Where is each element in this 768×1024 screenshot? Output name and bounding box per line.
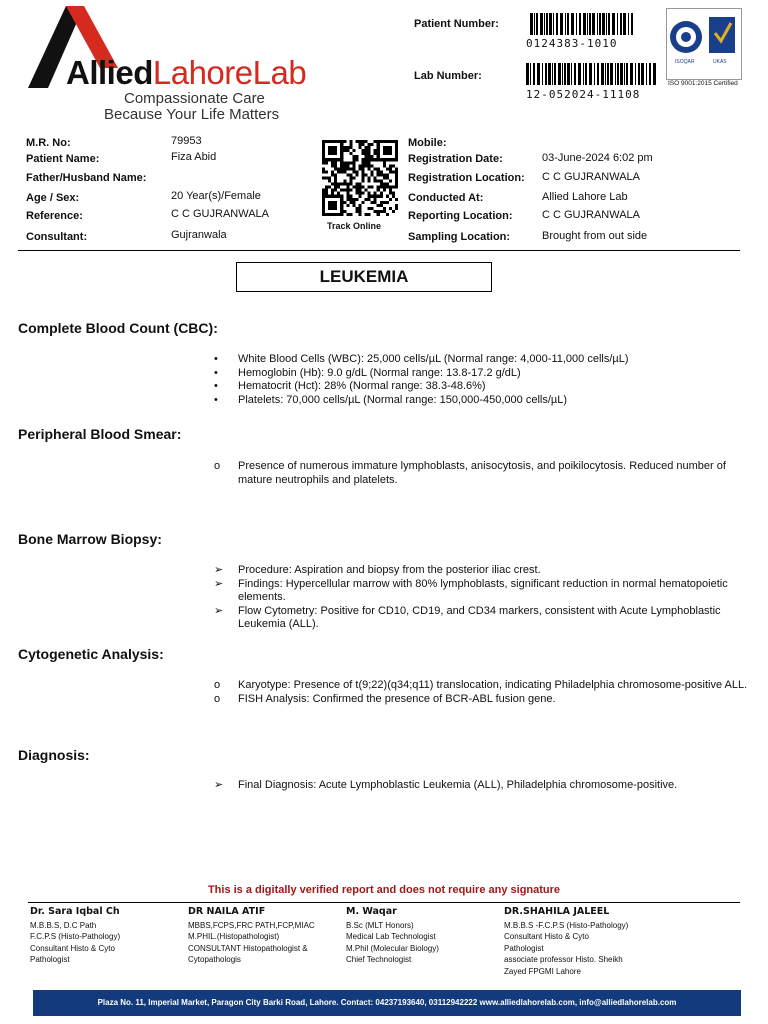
list-item-text: Karyotype: Presence of t(9;22)(q34;q11) translocation, indicating Philadelphia chromosome-positive ALL. (238, 679, 748, 691)
doctor-qualification: associate professor Histo. Sheikh (504, 955, 623, 964)
doctor-name: Dr. Sara Iqbal Ch (30, 906, 120, 917)
bullet-icon: o (214, 679, 221, 691)
patient-field-value: 20 Year(s)/Female (171, 190, 261, 202)
list-item-text: Findings: Hypercellular marrow with 80% lymphoblasts, significant reduction in normal hematopoietic elements. (238, 577, 728, 603)
patient-field-label: Father/Husband Name: (26, 172, 147, 184)
patient-field-value: C C GUJRANWALA (542, 209, 640, 221)
doctor-qualification: M.B.B.S -F.C.P.S (Histo-Pathology) (504, 920, 629, 930)
patient-field-label: Registration Date: (408, 153, 503, 165)
list-item (214, 693, 754, 707)
doctor-qualification: Medical Lab Technologist (346, 932, 436, 941)
doctor-qualification: M.B.B.S, D.C Path (30, 920, 97, 930)
iso-caption: ISO 9001:2015 Certified (668, 80, 738, 87)
patient-number-label: Patient Number: (414, 18, 499, 30)
brand-name: AlliedLahoreLab (66, 54, 307, 91)
certification-logos (666, 8, 742, 80)
list-item-text: Hemoglobin (Hb): 9.0 g/dL (Normal range: 13.8-17.2 g/dL) (238, 366, 521, 379)
patient-field-label: M.R. No: (26, 137, 71, 149)
patient-field-label: Age / Sex: (26, 192, 80, 204)
patient-number: 0124383-1010 (526, 37, 618, 50)
list-item (214, 578, 754, 605)
bullet-icon: o (214, 460, 221, 472)
footer-contact: Plaza No. 11, Imperial Market, Paragon City Barki Road, Lahore. Contact: 04237193640, 03112942222 www.alliedlahorelab.com, info@alliedlahorelab.com (33, 990, 741, 1016)
doctor-qualification: M.PHIL.(Histopathologist) (188, 932, 280, 941)
doctor-qualification: MBBS,FCPS,FRC PATH,FCP,MIAC (188, 920, 315, 930)
marrow-heading: Bone Marrow Biopsy: (18, 531, 162, 547)
cbc-heading: Complete Blood Count (CBC): (18, 320, 218, 336)
list-item (214, 460, 754, 487)
doctor-name: M. Waqar (346, 906, 397, 917)
cyto-heading: Cytogenetic Analysis: (18, 646, 164, 662)
doctor-qualification: Consultant Histo & Cyto (504, 932, 589, 941)
patient-field-value: Fiza Abid (171, 151, 217, 163)
list-item (214, 353, 754, 367)
doctor-qualification: Consultant Histo & Cyto (30, 943, 115, 953)
list-item-text: Procedure: Aspiration and biopsy from the posterior iliac crest. (238, 564, 541, 576)
smear-heading: Peripheral Blood Smear: (18, 426, 182, 442)
bullet-icon: o (214, 692, 221, 705)
doctor-qualification: Chief Technologist (346, 955, 412, 964)
list-item-text: Presence of numerous immature lymphoblasts, anisocytosis, and poikilocytosis. Reduced number of mature neutrophils and platelets. (238, 460, 726, 486)
doctor-qualification: B.Sc (MLT Honors) (346, 920, 414, 930)
lab-number-barcode (526, 63, 658, 85)
list-item-text: Hematocrit (Hct): 28% (Normal range: 38.3-48.6%) (238, 380, 486, 392)
list-item (214, 679, 754, 693)
list-item (214, 564, 754, 578)
lab-number-label: Lab Number: (414, 70, 482, 82)
doctor-qualification: CONSULTANT Histopathologist & (188, 943, 308, 953)
cyto-list (214, 679, 754, 706)
ukas-logo-text: UKAS (713, 59, 727, 65)
track-online-label: Track Online (327, 221, 382, 231)
verified-note: This is a digitally verified report and does not require any signature (207, 884, 561, 896)
diagnosis-heading: Diagnosis: (18, 747, 90, 763)
list-item-text: Flow Cytometry: Positive for CD10, CD19, and CD34 markers, consistent with Acute Lymphoblastic Leukemia (ALL). (238, 604, 721, 630)
brand-tagline-1: Compassionate Care (124, 90, 265, 107)
bullet-icon: • (214, 366, 218, 379)
list-item (214, 779, 754, 793)
list-item (214, 380, 754, 394)
divider (18, 250, 740, 251)
lab-number: 12-052024-11108 (526, 88, 641, 101)
list-item-text: Final Diagnosis: Acute Lymphoblastic Leukemia (ALL), Philadelphia chromosome-positive. (238, 779, 678, 791)
patient-field-value: 03-June-2024 6:02 pm (542, 152, 653, 164)
patient-number-barcode (530, 13, 635, 35)
patient-field-label: Sampling Location: (408, 231, 511, 243)
bullet-icon: ➢ (214, 564, 224, 576)
list-item (214, 367, 754, 381)
isoqar-logo-text: ISOQAR (675, 59, 695, 65)
patient-field-label: Consultant: (26, 231, 88, 243)
bullet-icon: ➢ (214, 577, 224, 590)
list-item-text: White Blood Cells (WBC): 25,000 cells/µL (Normal range: 4,000-11,000 cells/µL) (238, 353, 629, 365)
patient-field-label: Reference: (26, 210, 83, 222)
diagnosis-list (214, 779, 754, 793)
doctor-qualification: Pathologist (30, 955, 70, 964)
marrow-list (214, 564, 754, 632)
patient-field-label: Mobile: (408, 137, 447, 149)
doctor-qualification: Cytopathologis (188, 955, 241, 964)
patient-field-value: C C GUJRANWALA (171, 208, 269, 220)
footer-divider (28, 902, 740, 903)
patient-field-value: Brought from out side (542, 230, 648, 242)
doctor-qualification: Pathologist (504, 943, 544, 953)
brand-tagline-2: Because Your Life Matters (104, 106, 280, 123)
doctor-qualification: Zayed FPGMI Lahore (504, 966, 581, 976)
patient-field-label: Patient Name: (26, 153, 100, 165)
list-item (214, 394, 754, 408)
patient-field-label: Registration Location: (408, 172, 525, 184)
list-item (214, 605, 754, 632)
patient-field-value: Allied Lahore Lab (542, 191, 628, 203)
patient-field-value: 79953 (171, 135, 202, 147)
doctor-name: DR NAILA ATIF (188, 906, 266, 917)
smear-list (214, 460, 754, 487)
bullet-icon: ➢ (214, 604, 224, 617)
doctor-qualification: F.C.P.S (Histo-Pathology) (30, 932, 121, 941)
bullet-icon: ➢ (214, 779, 224, 791)
bullet-icon: • (214, 393, 218, 406)
list-item-text: Platelets: 70,000 cells/µL (Normal range: 150,000-450,000 cells/µL) (238, 393, 568, 406)
cbc-list (214, 353, 754, 407)
bullet-icon: • (214, 380, 218, 392)
patient-field-label: Conducted At: (408, 192, 484, 204)
patient-field-value: C C GUJRANWALA (542, 171, 640, 183)
doctor-name: DR.SHAHILA JALEEL (504, 906, 610, 917)
list-item-text: FISH Analysis: Confirmed the presence of BCR-ABL fusion gene. (238, 692, 556, 705)
qr-code[interactable] (322, 138, 398, 218)
bullet-icon: • (214, 353, 218, 365)
doctor-signature-block (346, 906, 439, 966)
doctor-signature-block (30, 906, 120, 966)
report-title: LEUKEMIA (236, 262, 492, 292)
doctor-qualification: M.Phil (Molecular Biology) (346, 943, 439, 953)
patient-field-label: Reporting Location: (408, 210, 513, 222)
doctor-signature-block (504, 906, 628, 977)
doctor-signature-block (188, 906, 315, 966)
patient-field-value: Gujranwala (171, 229, 227, 241)
